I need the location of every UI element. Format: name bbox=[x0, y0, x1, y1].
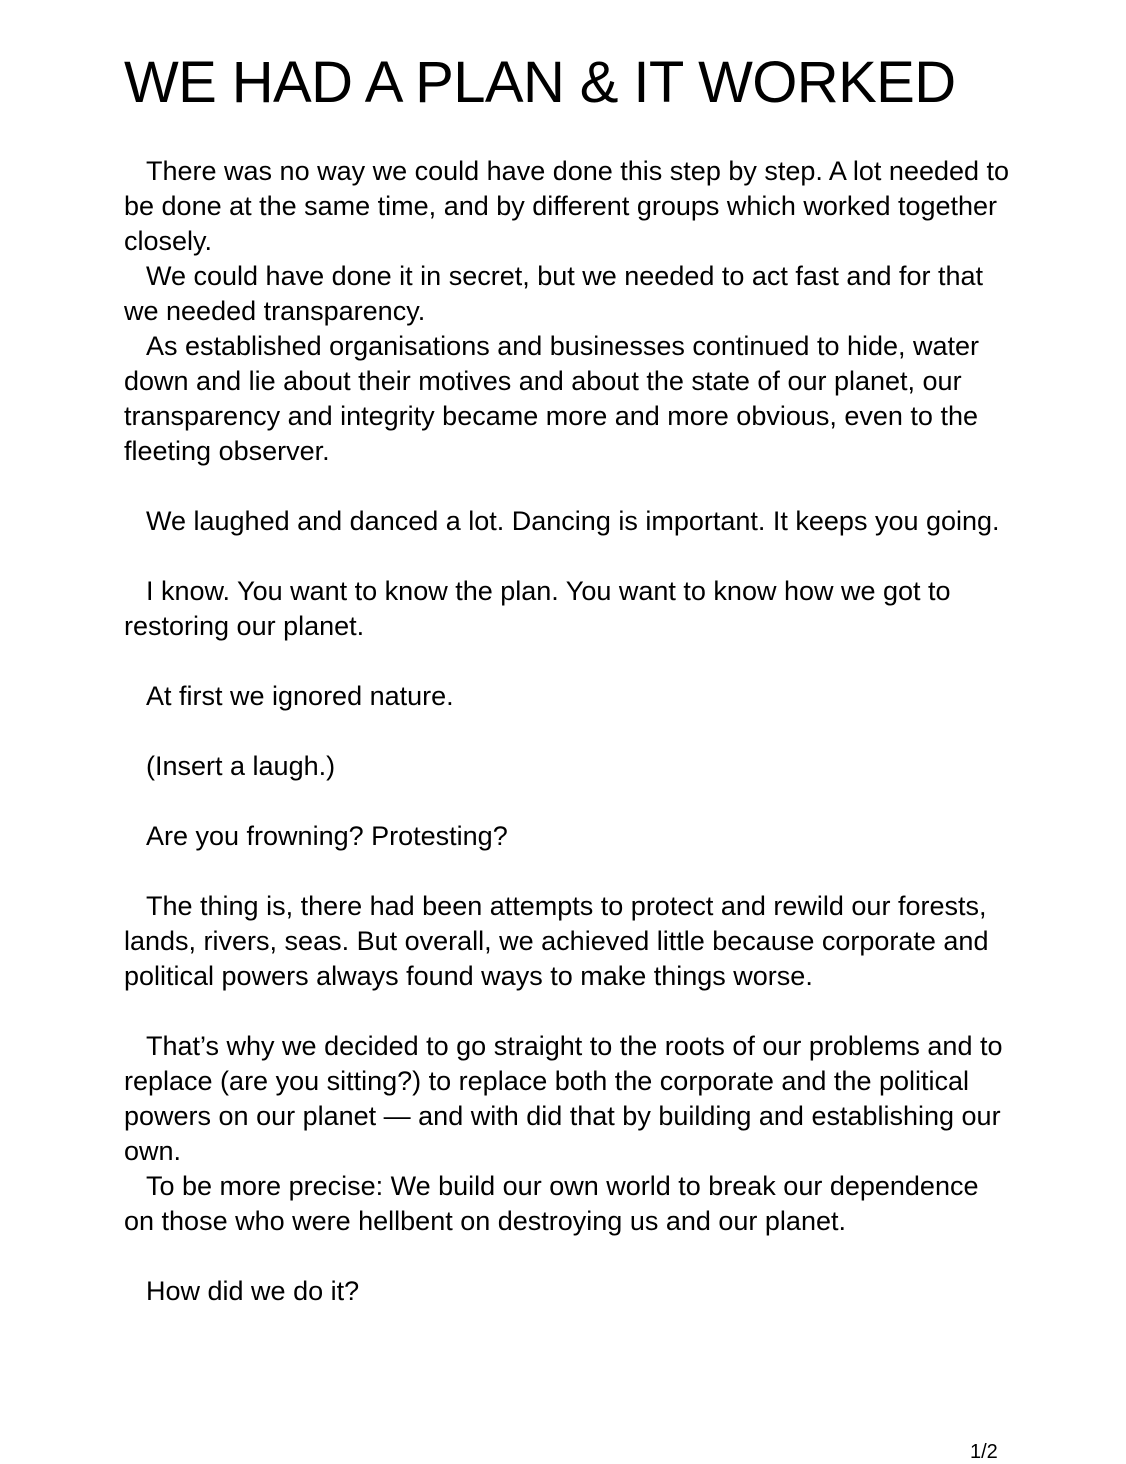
paragraph: How did we do it? bbox=[146, 1276, 360, 1306]
paragraph: (Insert a laugh.) bbox=[146, 751, 336, 781]
paragraph: At first we ignored nature. bbox=[146, 681, 454, 711]
paragraph: I know. You want to know the plan. You want to know how we got to restoring our planet. bbox=[124, 576, 951, 641]
paragraph: We could have done it in secret, but we needed to act fast and for that we needed transparency. bbox=[124, 261, 984, 326]
paragraph-gap bbox=[124, 714, 1014, 749]
body-text bbox=[124, 154, 1014, 1309]
paragraph-gap bbox=[124, 539, 1014, 574]
paragraph: We laughed and danced a lot. Dancing is important. It keeps you going. bbox=[146, 506, 1000, 536]
paragraph: The thing is, there had been attempts to protect and rewild our forests, lands, rivers, seas. But overall, we achieved little because corporate and political powers always found ways to make things worse. bbox=[124, 891, 989, 991]
paragraph-gap bbox=[124, 784, 1014, 819]
paragraph-gap bbox=[124, 644, 1014, 679]
page-number: 1/2 bbox=[970, 1441, 998, 1463]
paragraph-gap bbox=[124, 1239, 1014, 1274]
paragraph-gap bbox=[124, 469, 1014, 504]
paragraph: To be more precise: We build our own world to break our dependence on those who were hellbent on destroying us and our planet. bbox=[124, 1171, 979, 1236]
paragraph-gap bbox=[124, 994, 1014, 1029]
paragraph: There was no way we could have done this step by step. A lot needed to be done at the same time, and by different groups which worked together closely. bbox=[124, 156, 1010, 256]
paragraph: As established organisations and businesses continued to hide, water down and lie about their motives and about the state of our planet, our transparency and integrity became more and more obvious, even to the fleeting observer. bbox=[124, 331, 980, 466]
paragraph-gap bbox=[124, 854, 1014, 889]
paragraph: Are you frowning? Protesting? bbox=[146, 821, 508, 851]
page-title: WE HAD A PLAN & IT WORKED bbox=[124, 50, 956, 115]
paragraph: That’s why we decided to go straight to the roots of our problems and to replace (are you sitting?) to replace both the corporate and the political powers on our planet — and with did that by building and establishing our own. bbox=[124, 1031, 1003, 1166]
document-page bbox=[124, 0, 1014, 1306]
